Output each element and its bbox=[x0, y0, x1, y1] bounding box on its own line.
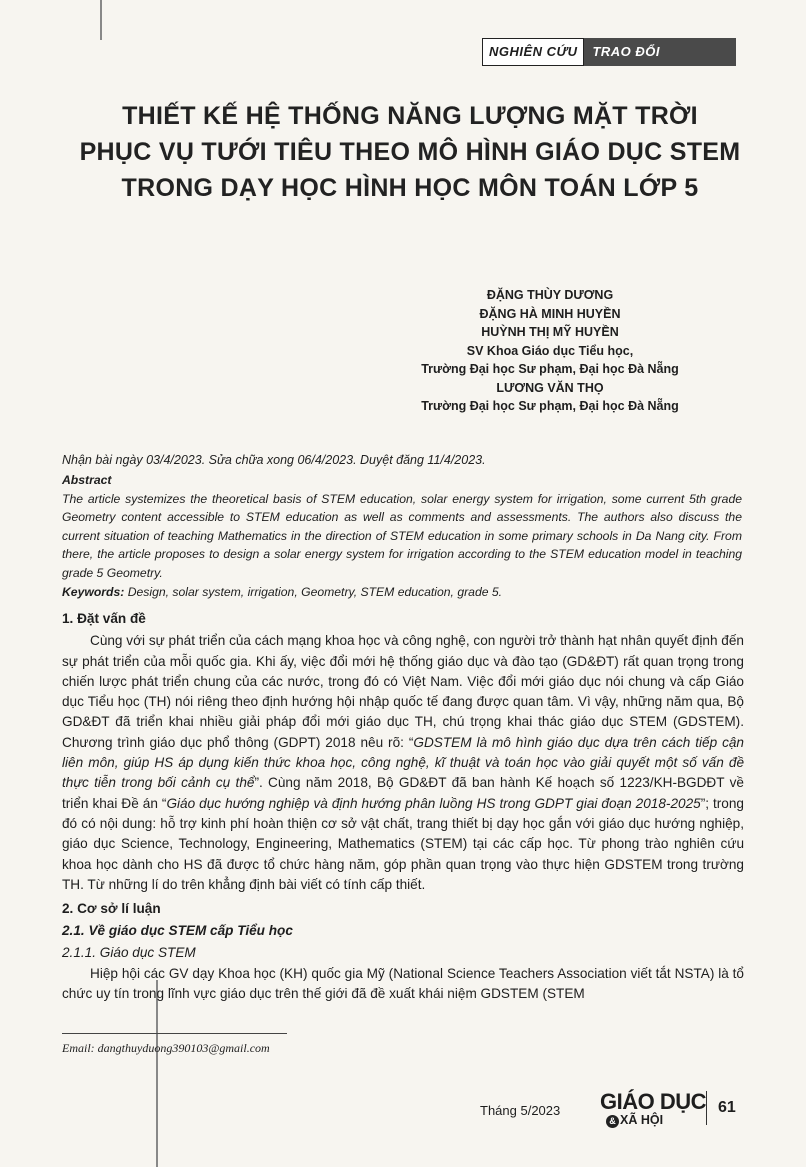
keywords bbox=[62, 585, 742, 599]
page-number: 61 bbox=[718, 1099, 736, 1116]
author-4: LƯƠNG VĂN THỌ bbox=[496, 380, 604, 395]
journal-logo-bottom-text: XÃ HỘI bbox=[620, 1113, 664, 1127]
section-2-paragraph: Hiệp hội các GV dạy Khoa học (KH) quốc gia Mỹ (National Science Teachers Association viết tắt NSTA) là tổ chức uy tín trong lĩnh vực giáo dục trên thế giới đã đề xuất khái niệm GDSTEM (STEM bbox=[62, 966, 744, 1002]
journal-logo-top: GIÁO DỤC bbox=[600, 1089, 706, 1114]
section-tag-left: NGHIÊN CỨU bbox=[482, 38, 584, 66]
author-3: HUỲNH THỊ MỸ HUYỀN bbox=[481, 325, 619, 339]
fold-line-top bbox=[100, 0, 102, 40]
section-1-heading: 1. Đặt vấn đề bbox=[62, 611, 146, 626]
footnote-divider bbox=[62, 1033, 287, 1034]
s1-quote-2: Giáo dục hướng nghiệp và định hướng phân luồng HS trong GDPT giai đoạn 2018-2025 bbox=[166, 795, 701, 811]
affiliation-2: Trường Đại học Sư phạm, Đại học Đà Nẵng bbox=[421, 362, 679, 376]
s1-quote-1: GDSTEM là mô hình giáo dục dựa trên cách tiếp cận liên môn, giúp HS áp dụng kiến thức khoa học, công nghệ, kĩ thuật và toán học vào giải quyết một số vấn đề thực tiễn trong bối cảnh cụ thể bbox=[62, 734, 744, 791]
keywords-text: Design, solar system, irrigation, Geometry, STEM education, grade 5. bbox=[124, 585, 503, 599]
s1-text-a: Cùng với sự phát triển của cách mạng khoa học và công nghệ, con người trở thành hạt nhân quyết định đến sự phát triển của mỗi quốc gia. Khi ấy, việc đổi mới hệ thống giáo dục và đào tạo (GD&ĐT) rất quan trọng trong chiến lược phát triển chung của các nước, trong đó có Việt Nam. Việc đổi mới giáo dục nói chung và cấp Giáo dục Tiểu học (TH) nói riêng theo định hướng hội nhập quốc tế đang được quan tâm. Vì vậy, những năm qua, Bộ GD&ĐT đã triển khai nhiều giải pháp đổi mới giáo dục TH, chú trọng khai thác giáo dục STEM (GDSTEM). Chương trình giáo dục phổ thông (GDPT) 2018 nêu rõ: “ bbox=[62, 633, 744, 750]
abstract bbox=[62, 471, 742, 582]
title-line-1: THIẾT KẾ HỆ THỐNG NĂNG LƯỢNG MẶT TRỜI bbox=[122, 102, 698, 130]
author-block bbox=[380, 286, 720, 416]
journal-logo-bottom bbox=[606, 1113, 663, 1128]
footer-separator bbox=[706, 1091, 707, 1125]
issue-month: Tháng 5/2023 bbox=[480, 1103, 561, 1118]
author-1: ĐẶNG THÙY DƯƠNG bbox=[486, 288, 614, 302]
article-body bbox=[62, 605, 744, 1005]
abstract-heading: Abstract bbox=[62, 473, 112, 487]
section-tag-right: TRAO ĐỔI bbox=[584, 38, 736, 66]
page-footer bbox=[480, 1089, 740, 1129]
affiliation-1: SV Khoa Giáo dục Tiểu học, bbox=[466, 343, 634, 358]
section-2-1-1-heading: 2.1.1. Giáo dục STEM bbox=[62, 944, 196, 960]
s1-text-b: ”. Cùng năm 2018, Bộ GD&ĐT đã ban hành Kế hoạch số 1223/KH-BGDĐT về triển khai Đề án “ bbox=[62, 775, 744, 811]
affiliation-3: Trường Đại học Sư phạm, Đại học Đà Nẵng bbox=[421, 399, 679, 413]
article-title bbox=[60, 98, 760, 206]
keywords-label: Keywords: bbox=[62, 585, 125, 599]
title-line-3: TRONG DẠY HỌC HÌNH HỌC MÔN TOÁN LỚP 5 bbox=[121, 174, 699, 202]
author-email: Email: dangthuyduong390103@gmail.com bbox=[62, 1041, 270, 1055]
s1-text-c: ”; trong đó có nội dung: hỗ trợ kinh phí hoàn thiện cơ sở vật chất, trang thiết bị dạy học gắn với giáo dục hướng nghiệp, giáo dục Science, Technology, Engineering, Mathematics (STEM) tại các cấp học. Từ phong trào nghiên cứu khoa học dành cho HS đã được tổ chức hàng năm, góp phần quan trọng vào thực hiện GDSTEM trong trường TH. Từ những lí do trên khẳng định bài viết có tính cấp thiết. bbox=[62, 795, 744, 892]
section-1-paragraph bbox=[62, 631, 744, 895]
received-dates: Nhận bài ngày 03/4/2023. Sửa chữa xong 06/4/2023. Duyệt đăng 11/4/2023. bbox=[62, 453, 486, 467]
title-line-2: PHỤC VỤ TƯỚI TIÊU THEO MÔ HÌNH GIÁO DỤC STEM bbox=[79, 138, 741, 166]
section-tag bbox=[482, 38, 736, 66]
swirl-icon: & bbox=[606, 1115, 619, 1128]
section-2-1-heading: 2.1. Về giáo dục STEM cấp Tiểu học bbox=[62, 923, 293, 939]
abstract-text: The article systemizes the theoretical basis of STEM education, solar energy system for irrigation, some current 5th grade Geometry content accessible to STEM education as well as comments and assessments. The authors also discuss the current situation of teaching Mathematics in the direction of STEM education in some primary schools in Da Nang city. From there, the article proposes to design a solar energy system for irrigation according to the STEM education model in teaching grade 5 Geometry. bbox=[62, 491, 742, 580]
author-2: ĐẶNG HÀ MINH HUYỀN bbox=[479, 306, 621, 321]
section-2-heading: 2. Cơ sở lí luận bbox=[62, 901, 161, 917]
fold-line-bottom bbox=[156, 980, 158, 1167]
